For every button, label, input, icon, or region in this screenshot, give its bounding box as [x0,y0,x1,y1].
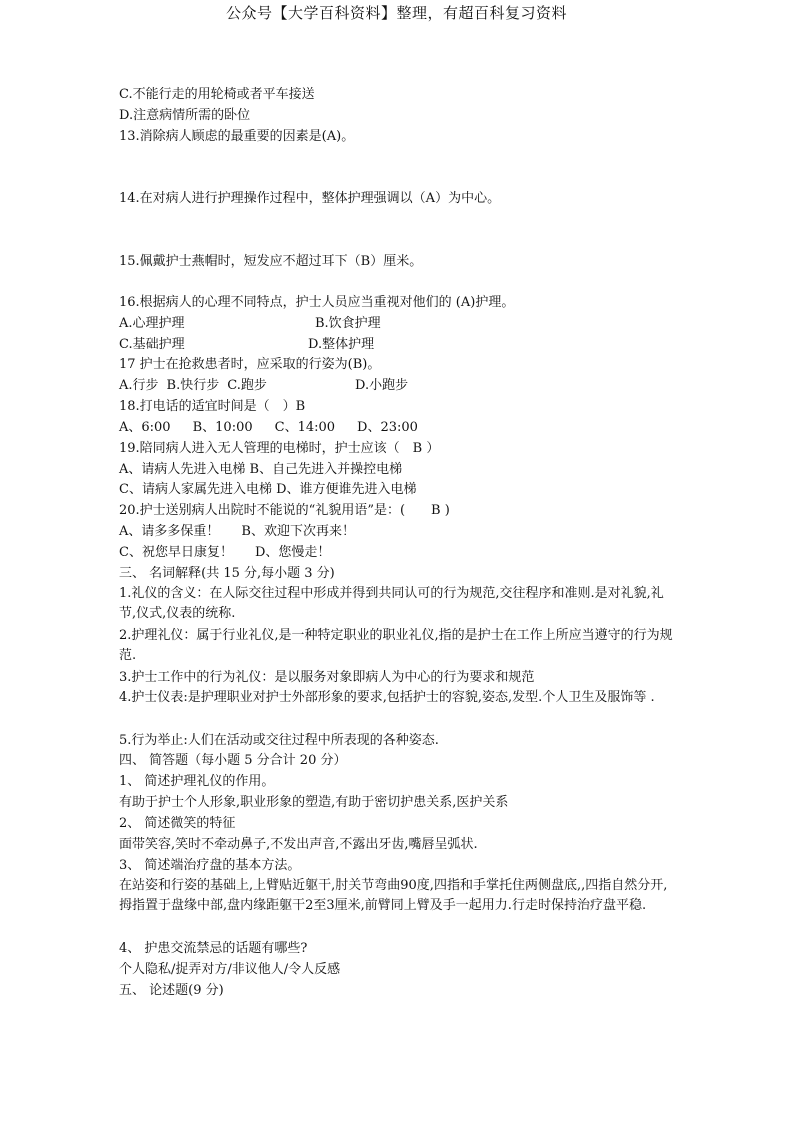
section4-title: 四、 简答题（每小题 5 分合计 20 分） [119,753,347,768]
section5-title: 五、 论述题(9 分) [119,983,224,998]
q20-options-line2 [119,544,338,562]
section4-q4: 4、 护患交流禁忌的话题有哪些? [119,941,308,956]
q16-stem: 16.根据病人的心理不同特点，护士人员应当重视对他们的 (A)护理。 [119,295,515,310]
section3-item-2: 2.护理礼仪：属于行业礼仪,是一种特定职业的职业礼仪,指的是护士在工作上所应当遵守的行为规范. [119,628,673,663]
section3-title: 三、 名词解释(共 15 分,每小题 3 分) [119,566,335,581]
section4-q1: 1、 简述护理礼仪的作用。 [119,774,275,789]
section4-a3: 在站姿和行姿的基础上,上臂贴近躯干,肘关节弯曲90度,四指和手掌托住两侧盘底,,四指自然分开,拇指置于盘缘中部,盘内缘距躯干2至3厘米,前臂同上臂及手一起用力.行走时保持治疗盘平稳. [119,878,668,913]
q18-options [119,419,426,437]
section4-q3: 3、 简述端治疗盘的基本方法。 [119,858,301,873]
q20-stem: 20.护士送别病人出院时不能说的“礼貌用语”是：( B ) [119,503,450,518]
q16-option-d: D.整体护理 [308,337,375,352]
q16-option-c: C.基础护理 [119,337,185,352]
q17-option-a: A.行步 [119,378,159,393]
q18-option-c: C、14:00 [274,420,336,435]
q13-stem: 13.消除病人顾虑的最重要的因素是(A)。 [119,129,355,144]
q16-option-b: B.饮食护理 [315,316,381,331]
section4-q2: 2、 简述微笑的特征 [119,816,236,831]
section3-item-5: 5.行为举止:人们在活动或交往过程中所表现的各种姿态. [119,733,439,748]
q18-stem: 18.打电话的适宜时间是（ ）B [119,399,306,414]
q17-stem: 17 护士在抢救患者时，应采取的行姿为(B)。 [119,357,381,372]
q17-options [119,377,275,395]
section3-item-1: 1.礼仪的含义：在人际交往过程中形成并得到共同认可的行为规范,交往程序和准则.是对礼貌,礼节,仪式,仪表的统称. [119,586,664,621]
q18-option-a: A、6:00 [119,420,171,435]
q19-options-line2: C、请病人家属先进入电梯 D、谁方便谁先进入电梯 [119,482,417,497]
page-header: 公众号【大学百科资料】整理，有超百科复习资料 [225,4,567,22]
q12-option-d: D.注意病情所需的卧位 [119,108,251,123]
q20-options-line1 [119,523,363,541]
section4-a1: 有助于护士个人形象,职业形象的塑造,有助于密切护患关系,医护关系 [119,795,509,810]
q18-option-b: B、10:00 [192,420,253,435]
q18-option-d: D、23:00 [357,420,418,435]
q20-option-d: D、您慢走！ [254,545,331,560]
q16-option-a: A.心理护理 [119,316,185,331]
q17-option-d: D.小跑步 [355,378,409,393]
q20-option-b: B、欢迎下次再来！ [241,524,355,539]
q19-options-line1: A、请病人先进入电梯 B、自己先进入并操控电梯 [119,462,403,477]
q20-option-a: A、请多多保重！ [119,524,220,539]
q15-stem: 15.佩戴护士燕帽时，短发应不超过耳下（B）厘米。 [119,254,423,269]
q12-option-c: C.不能行走的用轮椅或者平车接送 [119,87,315,102]
q17-option-c: C.跑步 [227,378,267,393]
q20-option-c: C、祝您早日康复！ [119,545,233,560]
q14-stem: 14.在对病人进行护理操作过程中，整体护理强调以（A）为中心。 [119,191,501,206]
q19-stem: 19.陪同病人进入无人管理的电梯时，护士应该（ B ） [119,441,440,456]
section3-item-4: 4.护士仪表:是护理职业对护士外部形象的要求,包括护士的容貌,姿态,发型.个人卫生及服饰等 . [119,690,655,705]
section4-a2: 面带笑容,笑时不牵动鼻子,不发出声音,不露出牙齿,嘴唇呈弧状. [119,837,478,852]
section3-item-3: 3.护士工作中的行为礼仪：是以服务对象即病人为中心的行为要求和规范 [119,670,535,685]
q17-option-b: B.快行步 [166,378,220,393]
section4-a4: 个人隐私/捉弄对方/非议他人/令人反感 [119,962,341,977]
